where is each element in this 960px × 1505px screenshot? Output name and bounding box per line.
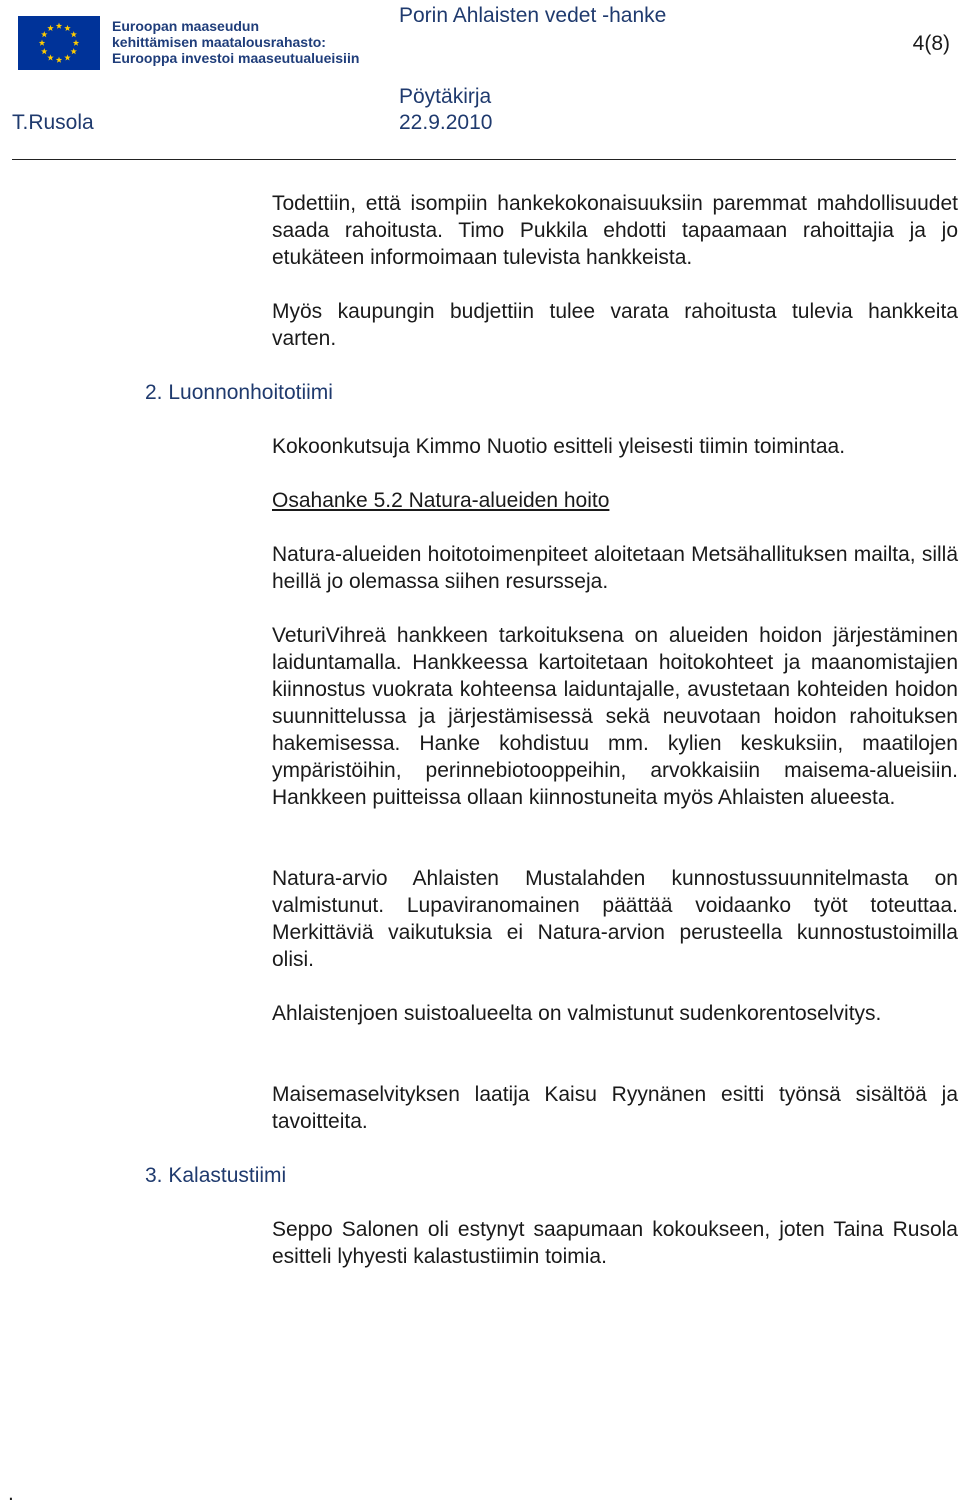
- section-heading-luonnonhoitotiimi: 2. Luonnonhoitotiimi: [145, 381, 333, 404]
- header-divider: [12, 159, 956, 160]
- fund-line-1: Euroopan maaseudun: [112, 18, 260, 34]
- page-number: 4(8): [912, 32, 950, 55]
- fund-line-3: Eurooppa investoi maaseutualueisiin: [112, 50, 360, 66]
- paragraph-landscape-survey: Maisemaselvityksen laatija Kaisu Ryynänen esitti työnsä sisältöä ja tavoitteita.: [272, 1083, 958, 1133]
- subproject-heading: Osahanke 5.2 Natura-alueiden hoito: [272, 489, 610, 512]
- fund-line-2: kehittämisen maatalousrahasto:: [112, 34, 326, 50]
- paragraph-city-budget: Myös kaupungin budjettiin tulee varata rahoitusta tulevia hankkeita varten.: [272, 300, 958, 350]
- fund-caption: [112, 18, 359, 66]
- paragraph-dragonfly-survey: Ahlaistenjoen suistoalueelta on valmistunut sudenkorentoselvitys.: [272, 1002, 882, 1025]
- author: T.Rusola: [12, 111, 94, 134]
- document-date: 22.9.2010: [399, 111, 493, 134]
- eu-flag-logo: [18, 16, 100, 70]
- footer-mark: .: [8, 1482, 14, 1505]
- paragraph-funding: Todettiin, että isompiin hankekokonaisuuksiin paremmat mahdollisuudet saada rahoitusta. Timo Pukkila ehdotti tapaamaan rahoittajia ja jo etukäteen informoimaan tulevista hankkeista.: [272, 192, 958, 269]
- document-type: Pöytäkirja: [399, 85, 492, 108]
- section-heading-kalastustiimi: 3. Kalastustiimi: [145, 1164, 287, 1187]
- paragraph-convener: Kokoonkutsuja Kimmo Nuotio esitteli yleisesti tiimin toimintaa.: [272, 435, 846, 458]
- paragraph-veturivihrea: VeturiVihreä hankkeen tarkoituksena on alueiden hoidon järjestäminen laiduntamalla. Hankkeessa kartoitetaan hoitokohteet ja maanomistajien kiinnostus vuokrata kohteensa laiduntajalle, avustetaan kohteiden hoidon suunnittelussa ja järjestämisessä sekä neuvotaan hoidon rahoituksen hakemisessa. Hanke kohdistuu mm. kylien keskuksiin, maatilojen ympäristöihin, perinnebiotooppeihin, arvokkaisiin maisema-alueisiin. Hankkeen puitteissa ollaan kiinnostuneita myös Ahlaisten alueesta.: [272, 624, 958, 809]
- paragraph-natura-assessment: Natura-arvio Ahlaisten Mustalahden kunnostussuunnitelmasta on valmistunut. Lupaviranomainen päättää voidaanko työt toteuttaa. Merkittäviä vaikutuksia ei Natura-arvion perusteella kunnostustoimilla olisi.: [272, 867, 958, 971]
- project-title: Porin Ahlaisten vedet -hanke: [399, 4, 667, 27]
- paragraph-natura-measures: Natura-alueiden hoitotoimenpiteet aloitetaan Metsähallituksen mailta, sillä heillä jo olemassa siihen resursseja.: [272, 543, 958, 593]
- paragraph-fishing-team: Seppo Salonen oli estynyt saapumaan kokoukseen, joten Taina Rusola esitteli lyhyesti kalastustiimin toimia.: [272, 1218, 958, 1268]
